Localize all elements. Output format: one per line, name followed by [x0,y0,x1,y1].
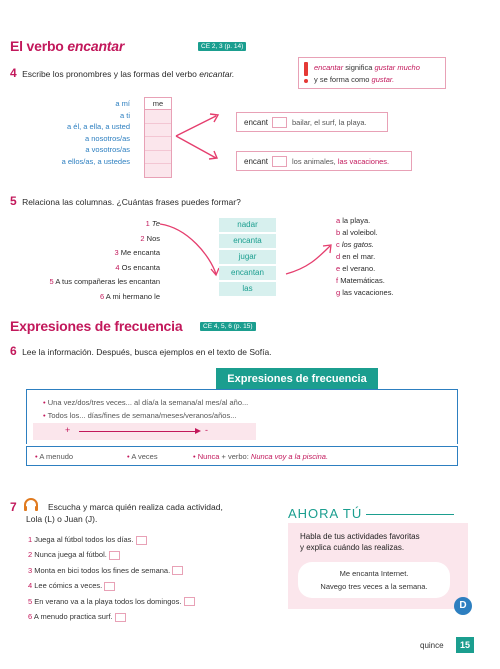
right-item: a la playa. [336,216,371,225]
left-item: 2 Nos [140,233,160,243]
pronoun-answer-slot[interactable] [145,151,171,165]
page-word: quince [420,641,444,650]
left-item: 4 Os encanta [115,262,160,272]
pronoun-item: a mí [115,99,130,108]
answer-checkbox[interactable] [109,551,120,560]
pronoun-item: a ti [119,110,130,120]
pronoun-list [20,98,130,167]
ahora-tu-box: Habla de tus actividades favoritas y explica cuándo las realizas. Me encanta Internet. Navego tres veces a la semana. D [288,523,468,609]
middle-item: nadar [219,218,276,232]
pronoun-answer-column [144,97,172,178]
right-item: e el verano. [336,264,376,273]
middle-item: encanta [219,234,276,248]
grammar-note [298,57,446,89]
right-item: f Matemáticas. [336,276,385,285]
exclamation-icon [304,62,308,76]
verb-ending-input[interactable] [272,156,287,167]
verb-box-2: encant los animales, las vacaciones. [236,151,412,171]
bullet-2: • Todos los... días/fines de semana/meses/veranos/años... [43,411,237,420]
verb-ending-input[interactable] [272,117,287,128]
activity-item: 1 Juega al fútbol todos los días. [28,532,195,547]
right-item: c los gatos. [336,240,374,249]
pronoun-answer-slot[interactable] [145,137,171,151]
title-rule [366,514,454,515]
right-item: b al voleibol. [336,228,378,237]
frequency-box [26,389,458,444]
ahora-tu-title: AHORA TÚ [288,506,454,521]
middle-item: jugar [219,250,276,264]
pronoun-answer-me: me [145,98,171,110]
right-item: g las vacaciones. [336,288,394,297]
speech-bubble: Me encanta Internet. Navego tres veces a la semana. [298,562,450,598]
middle-item: encantan [219,266,276,280]
box-title: Expresiones de frecuencia [216,368,378,390]
scale-line [79,431,199,432]
scale-bar [33,423,256,440]
exercise-7-instruction: 7 Escucha y marca quién realiza cada actividad, [10,500,223,514]
middle-item: las [219,282,276,296]
bullet-1: • Una vez/dos/tres veces... al día/a la semana/al mes/al año... [43,398,249,407]
page-number: 15 [456,637,474,653]
plus-sign: + [65,425,71,435]
left-item: 3 Me encanta [114,248,160,258]
answer-checkbox[interactable] [136,536,147,545]
exclamation-dot-icon [304,79,308,83]
note-line-1: encantar significa gustar mucho [314,63,420,72]
column-right [336,215,446,299]
answer-checkbox[interactable] [115,613,126,622]
exercise-6-instruction: 6 Lee la información. Después, busca ejemplos en el texto de Sofía. [10,344,272,358]
activity-item: 5 En verano va a la playa todos los domingos. [28,594,195,609]
column-left [14,217,160,305]
activity-item: 3 Monta en bici todos los fines de semana. [28,563,195,578]
left-item: 5 A tus compañeras les encantan [49,277,160,287]
left-item: 1 Te [145,219,160,228]
frequency-examples: • A menudo • A veces • Nunca + verbo: Nunca voy a la piscina. [26,446,458,466]
answer-checkbox[interactable] [104,582,115,591]
exercise-5-instruction: 5 Relaciona las columnas. ¿Cuántas frases puedes formar? [10,194,241,208]
digital-badge-icon: D [454,597,472,615]
column-middle [219,218,276,296]
exercise-7-instruction-2: Lola (L) o Juan (J). [26,514,98,524]
pronoun-answer-slot[interactable] [145,124,171,138]
activity-item: 2 Nunca juega al fútbol. [28,547,195,562]
left-item: 6 A mi hermano le [99,291,160,301]
note-line-2: y se forma como gustar. [314,75,395,84]
right-item: d en el mar. [336,252,376,261]
activity-item: 4 Lee cómics a veces. [28,578,195,593]
arrow-right-icon [195,428,201,434]
section-title-encantar: El verbo encantar [10,38,125,54]
pronoun-answer-slot[interactable] [145,110,171,124]
activity-item: 6 A menudo practica surf. [28,609,195,624]
headphones-icon [23,498,39,512]
section-title-frecuencia: Expresiones de frecuencia [10,318,183,334]
pronoun-item: a nosotros/as [84,133,130,143]
branch-arrows [172,110,234,170]
activity-list [28,532,195,624]
reference-badge: CE 2, 3 (p. 14) [198,42,246,51]
minus-sign: - [205,425,208,435]
pronoun-item: a vosotros/as [85,145,130,154]
verb-box-1: encant bailar, el surf, la playa. [236,112,388,132]
pronoun-item: a ellos/as, a ustedes [61,156,130,166]
pronoun-item: a él, a ella, a usted [67,122,130,131]
reference-badge: CE 4, 5, 6 (p. 15) [200,322,256,331]
exercise-4-instruction: 4 Escribe los pronombres y las formas del verbo encantar. [10,66,235,80]
answer-checkbox[interactable] [172,566,183,575]
pronoun-answer-slot[interactable] [145,164,171,177]
answer-checkbox[interactable] [184,597,195,606]
